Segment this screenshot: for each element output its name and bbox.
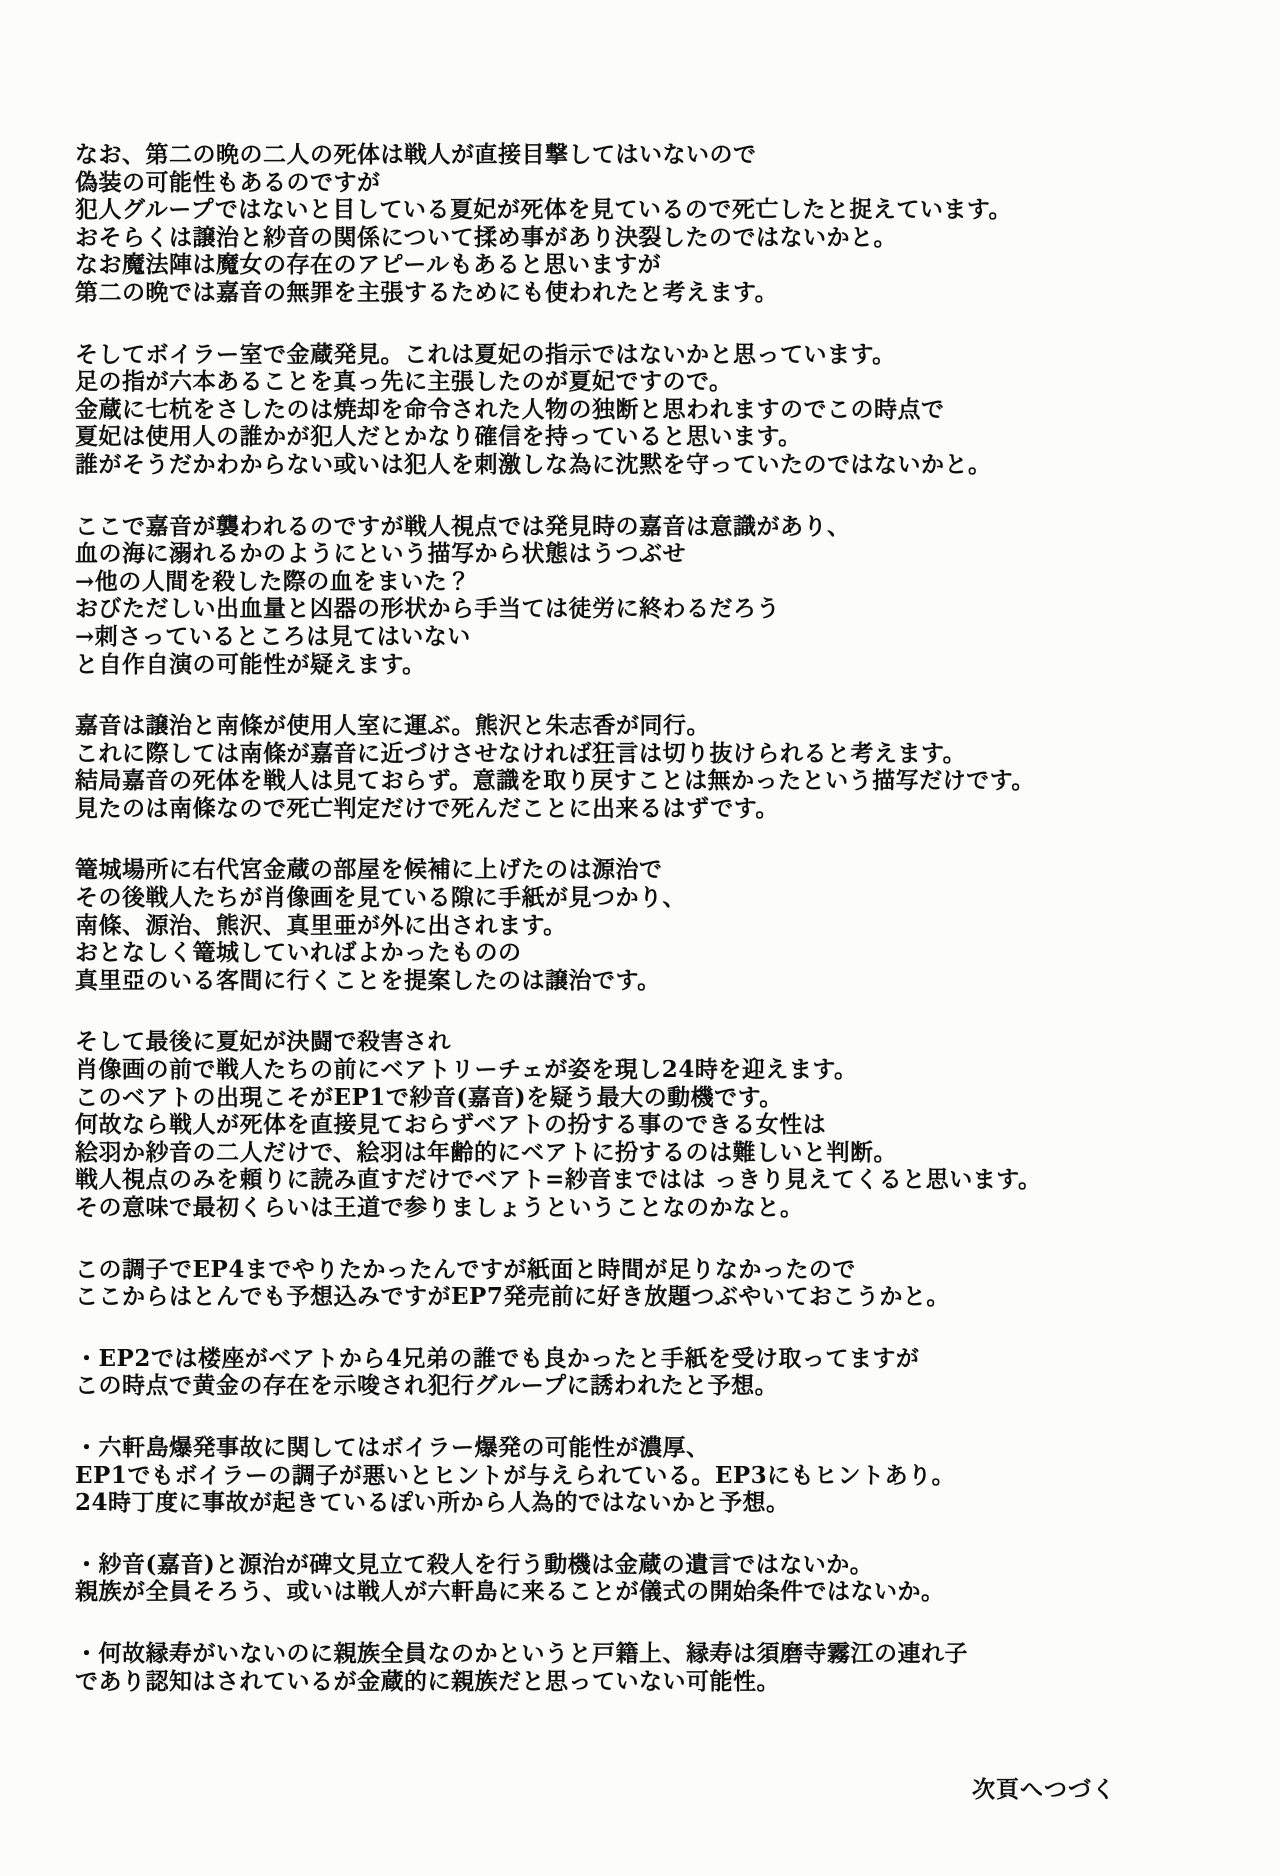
text-line: そして最後に夏妃が決闘で殺害され: [75, 1028, 451, 1056]
text-line: 結局嘉音の死体を戦人は見ておらず。意識を取り戻すことは無かったという描写だけです。: [75, 767, 1035, 795]
paragraph: [75, 1434, 1240, 1517]
paragraph: [75, 712, 1240, 822]
text-line: 夏妃は使用人の誰かが犯人だとかなり確信を持っていると思います。: [75, 423, 802, 451]
text-line: ・EP2では楼座がベアトから4兄弟の誰でも良かったと手紙を受け取ってますが: [75, 1344, 920, 1372]
text-line: ・六軒島爆発事故に関してはボイラー爆発の可能性が濃厚、: [75, 1433, 710, 1461]
text-line: と自作自演の可能性が疑えます。: [75, 650, 426, 678]
text-line: 絵羽か紗音の二人だけで、絵羽は年齢的にベアトに扮するのは難しいと判断。: [75, 1138, 898, 1166]
text-line: →刺さっているところは見てはいない: [75, 622, 471, 650]
text-line: 何故なら戦人が死体を直接見ておらずベアトの扮する事のできる女性は: [75, 1111, 827, 1139]
text-line: 真里亞のいる客間に行くことを提案したのは譲治です。: [75, 966, 661, 994]
paragraph: [75, 1028, 1240, 1221]
paragraph: [75, 513, 1240, 679]
text-line: なお、第二の晩の二人の死体は戦人が直接目撃してはいないので: [75, 141, 757, 168]
text-line: おそらくは譲治と紗音の関係について揉め事があり決裂したのではないかと。: [75, 223, 898, 251]
paragraph: [75, 341, 1240, 479]
text-line: その後戦人たちが肖像画を見ている隙に手紙が見つかり、: [75, 884, 686, 912]
text-line: 戦人視点のみを頼りに読み直すだけでベアト=紗音まではは っきり見えてくると思います。: [75, 1166, 1042, 1194]
paragraph: [75, 1551, 1240, 1606]
text-line: ・何故縁寿がいないのに親族全員なのかというと戸籍上、縁寿は須磨寺霧江の連れ子: [75, 1639, 968, 1667]
document-body: [75, 141, 1240, 1729]
text-line: これに際しては南條が嘉音に近づけさせなければ狂言は切り抜けられると考えます。: [75, 739, 967, 767]
text-line: 金蔵に七杭をさしたのは焼却を命令された人物の独断と思われますのでこの時点で: [75, 395, 945, 423]
text-line: 偽装の可能性もあるのですが: [75, 168, 381, 196]
text-line: そしてボイラー室で金蔵発見。これは夏妃の指示ではないかと思っています。: [75, 340, 896, 368]
text-line: 嘉音は譲治と南條が使用人室に運ぶ。熊沢と朱志香が同行。: [75, 712, 710, 740]
text-line: 篭城場所に右代宮金蔵の部屋を候補に上げたのは源治で: [75, 856, 663, 884]
text-line: 第二の晩では嘉音の無罪を主張するためにも使われたと考えます。: [75, 278, 779, 306]
text-line: このベアトの出現こそがEP1で紗音(嘉音)を疑う最大の動機です。: [75, 1083, 783, 1111]
text-line: であり認知はされているが金蔵的に親族だと思っていない可能性。: [75, 1667, 780, 1695]
text-line: 親族が全員そろう、或いは戦人が六軒島に来ることが儀式の開始条件ではないか。: [75, 1578, 945, 1606]
continuation-note: 次頁へつづく: [972, 1776, 1116, 1803]
text-line: 血の海に溺れるかのようにという描写から状態はうつぶせ: [75, 540, 686, 568]
text-line: ここからはとんでも予想込みですがEP7発売前に好き放題つぶやいておこうかと。: [75, 1283, 950, 1311]
paragraph: [75, 1345, 1240, 1400]
paragraph: [75, 856, 1240, 994]
text-line: なお魔法陣は魔女の存在のアピールもあると思いますが: [75, 251, 662, 279]
text-line: おびただしい出血量と凶器の形状から手当ては徒労に終わるだろう: [75, 595, 780, 623]
text-line: 誰がそうだかわからない或いは犯人を刺激しな為に沈黙を守っていたのではないかと。: [75, 450, 992, 478]
paragraph: [75, 1640, 1240, 1695]
text-line: EP1でもボイラーの調子が悪いとヒントが与えられている。EP3にもヒントあり。: [75, 1461, 956, 1489]
text-line: 南條、源治、熊沢、真里亜が外に出されます。: [75, 911, 567, 939]
text-line: ・紗音(嘉音)と源治が碑文見立て殺人を行う動機は金蔵の遺言ではないか。: [75, 1550, 874, 1578]
text-line: ここで嘉音が襲われるのですが戦人視点では発見時の嘉音は意識があり、: [75, 512, 851, 540]
text-line: 肖像画の前で戦人たちの前にベアトリーチェが姿を現し24時を迎えます。: [75, 1056, 858, 1084]
paragraph: [75, 1256, 1240, 1311]
text-line: 犯人グループではないと目している夏妃が死体を見ているので死亡したと捉えています。: [75, 196, 1013, 224]
text-line: おとなしく篭城していればよかったものの: [75, 939, 522, 967]
text-line: その意味で最初くらいは王道で参りましょうということなのかなと。: [75, 1194, 804, 1221]
text-line: この時点で黄金の存在を示唆され犯行グループに誘われたと予想。: [75, 1372, 779, 1400]
text-line: 見たのは南條なので死亡判定だけで死んだことに出来るはずです。: [75, 794, 779, 822]
text-line: 24時丁度に事故が起きているぽい所から人為的ではないかと予想。: [75, 1489, 790, 1517]
paragraph: [75, 141, 1240, 307]
text-line: 足の指が六本あることを真っ先に主張したのが夏妃ですので。: [75, 368, 733, 396]
text-line: →他の人間を殺した際の血をまいた？: [75, 567, 471, 595]
text-line: この調子でEP4までやりたかったんですが紙面と時間が足りなかったので: [75, 1255, 856, 1283]
